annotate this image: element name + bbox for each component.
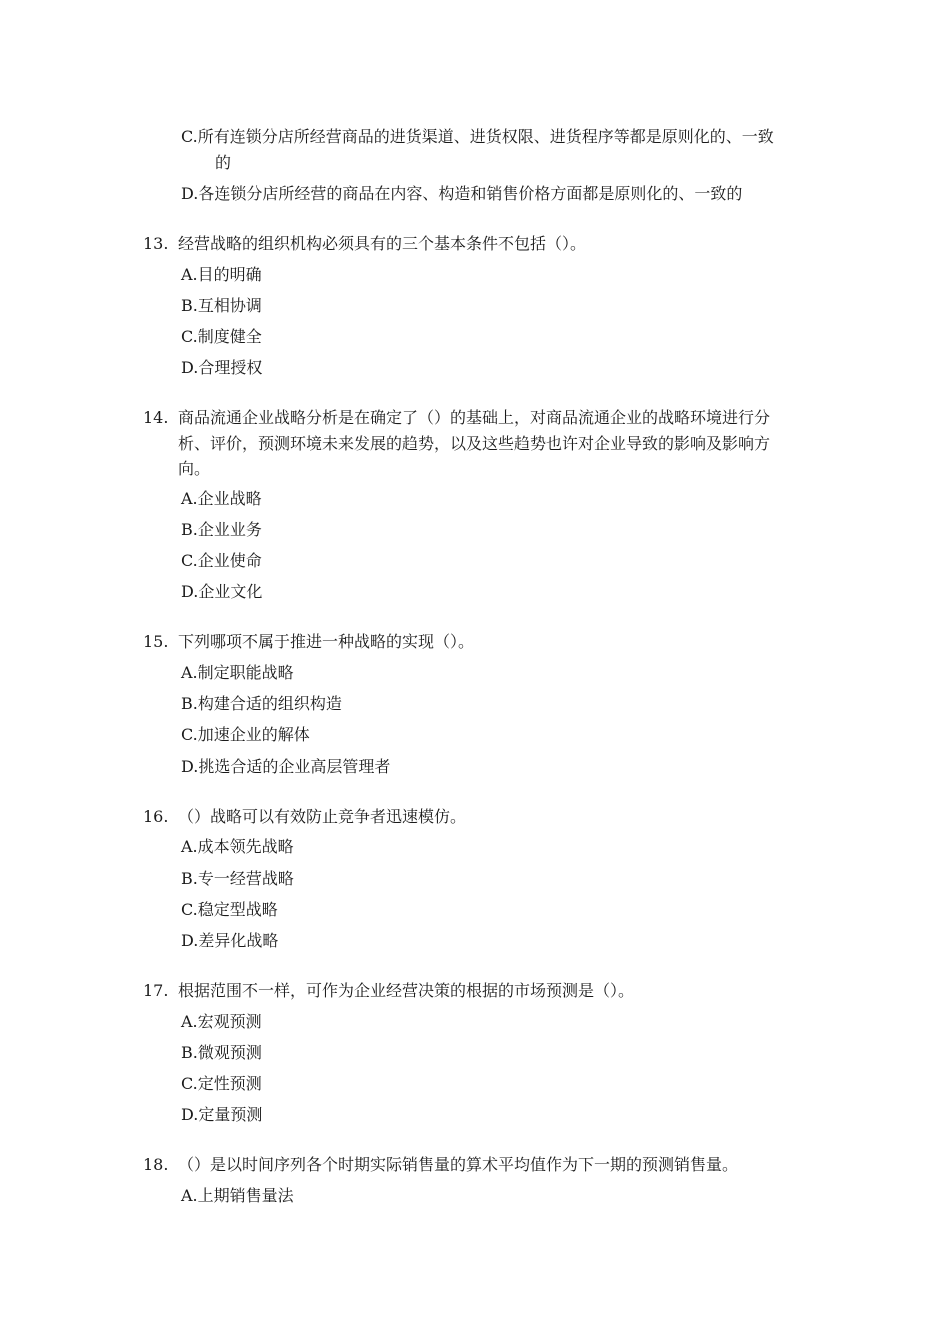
question-text-14-line1: 商品流通企业战略分析是在确定了（）的基础上，对商品流通企业的战略环境进行分 <box>178 408 771 427</box>
option-d-q17: D.定量预测 <box>181 1105 263 1124</box>
option-c-q15: C.加速企业的解体 <box>181 725 310 744</box>
option-d-q15: D.挑选合适的企业高层管理者 <box>181 757 391 776</box>
question-number-14: 14. <box>143 408 169 427</box>
question-number-13: 13. <box>143 234 169 253</box>
question-number-17: 17. <box>143 981 169 1000</box>
option-d-q16: D.差异化战略 <box>181 931 279 950</box>
option-b-q17: B.微观预测 <box>181 1043 262 1062</box>
option-d-q14: D.企业文化 <box>181 582 263 601</box>
option-a-q15: A.制定职能战略 <box>181 663 294 682</box>
option-a-q16: A.成本领先战略 <box>181 837 294 856</box>
option-a-q17: A.宏观预测 <box>181 1012 262 1031</box>
option-b-q15: B.构建合适的组织构造 <box>181 694 342 713</box>
option-c-q16: C.稳定型战略 <box>181 900 278 919</box>
question-text-17: 根据范围不一样，可作为企业经营决策的根据的市场预测是（）。 <box>178 981 635 1000</box>
option-b-q13: B.互相协调 <box>181 296 262 315</box>
option-c-q12-line2: 的 <box>215 153 232 172</box>
question-number-18: 18. <box>143 1155 169 1174</box>
question-number-15: 15. <box>143 632 169 651</box>
option-c-q12-line1: C.所有连锁分店所经营商品的进货渠道、进货权限、进货程序等都是原则化的、一致 <box>181 127 774 146</box>
option-c-q14: C.企业使命 <box>181 551 262 570</box>
option-d-q13: D.合理授权 <box>181 358 263 377</box>
question-number-16: 16. <box>143 807 169 826</box>
option-a-q14: A.企业战略 <box>181 489 262 508</box>
question-text-14-line3: 向。 <box>178 459 211 478</box>
question-text-13: 经营战略的组织机构必须具有的三个基本条件不包括（）。 <box>178 234 587 253</box>
option-a-q18: A.上期销售量法 <box>181 1186 294 1205</box>
option-c-q13: C.制度健全 <box>181 327 262 346</box>
option-a-q13: A.目的明确 <box>181 265 262 284</box>
question-text-18: （）是以时间序列各个时期实际销售量的算术平均值作为下一期的预测销售量。 <box>178 1155 739 1174</box>
option-b-q14: B.企业业务 <box>181 520 262 539</box>
question-text-14-line2: 析、评价，预测环境未来发展的趋势，以及这些趋势也许对企业导致的影响及影响方 <box>178 434 771 453</box>
option-d-q12: D.各连锁分店所经营的商品在内容、构造和销售价格方面都是原则化的、一致的 <box>181 184 743 203</box>
question-text-16: （）战略可以有效防止竞争者迅速模仿。 <box>178 807 467 826</box>
option-b-q16: B.专一经营战略 <box>181 869 294 888</box>
question-text-15: 下列哪项不属于推进一种战略的实现（）。 <box>178 632 475 651</box>
option-c-q17: C.定性预测 <box>181 1074 262 1093</box>
